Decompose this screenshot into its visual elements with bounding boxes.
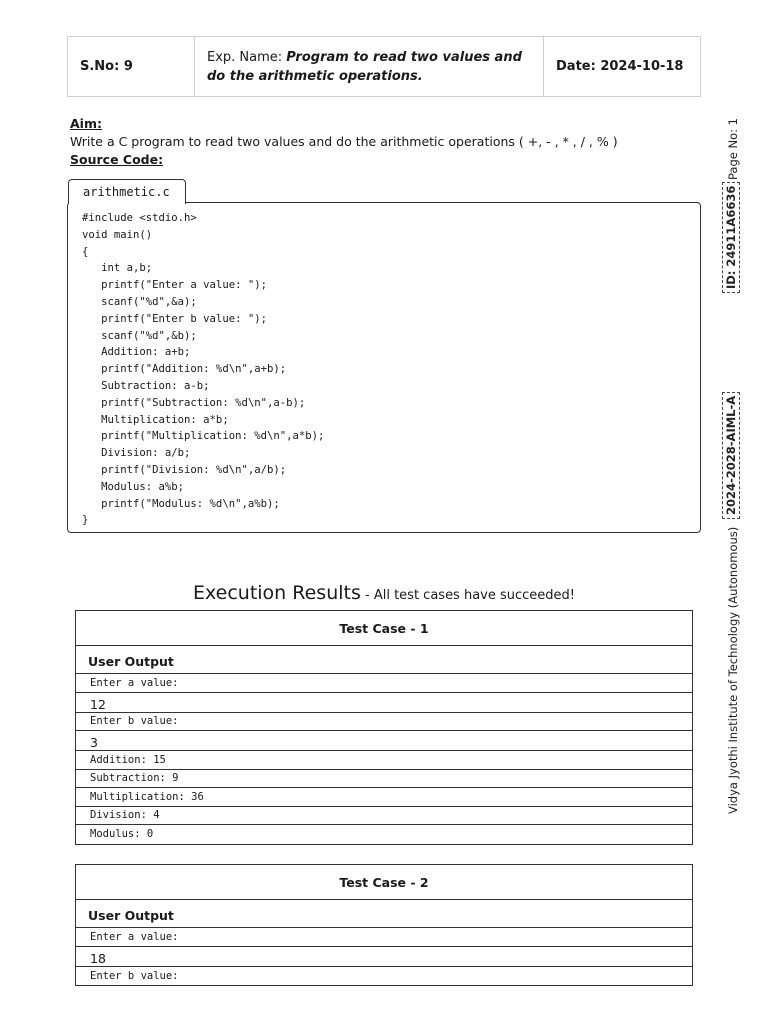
user-input-row: 12 [76,693,692,713]
code-line: printf("Enter b value: "); [82,312,267,325]
output-line-row: Division: 4 [76,807,692,826]
aim-heading: Aim: [70,116,102,131]
experiment-date: Date: 2024-10-18 [556,59,684,74]
code-line: printf("Addition: %d\n",a+b); [82,363,287,376]
execution-title: Execution Results [192,582,361,604]
output-line-row: Subtraction: 9 [76,770,692,789]
page-number: Page No: 1 [726,118,740,180]
code-line: Modulus: a%b; [82,480,185,493]
experiment-name [195,37,544,96]
code-line: #include <stdio.h> [82,212,197,224]
test-case-2 [75,864,693,986]
code-line: Subtraction: a-b; [82,379,210,392]
experiment-header [67,36,701,97]
execution-subtitle: - All test cases have succeeded! [360,588,576,603]
user-output-label: User Output [76,900,692,928]
test-case-label: Test Case - 2 [76,865,692,900]
code-line: int a,b; [82,262,153,275]
code-file-tab[interactable]: arithmetic.c [68,179,186,204]
code-line: printf("Enter a value: "); [82,279,267,292]
student-id: ID: 24911A6636 [722,182,740,293]
aim-section [70,115,710,169]
code-line: Multiplication: a*b; [82,413,229,426]
aim-text: Write a C program to read two values and do the arithmetic operations ( +, - , * , / , % ) [70,134,618,149]
code-line: scanf("%d",&a); [82,295,197,308]
code-line: Division: a/b; [82,447,191,460]
institute-name: Vidya Jyothi Institute of Technology (Autonomous) [726,526,740,814]
source-code [82,210,324,529]
user-input-row: 18 [76,947,692,967]
output-line-row: Addition: 15 [76,751,692,770]
code-line: Addition: a+b; [82,346,191,359]
output-rows [76,674,692,844]
output-line-row: Enter b value: [90,969,179,982]
output-line-row: Enter a value: [76,674,692,693]
output-rows [76,928,692,985]
user-output-label: User Output [76,646,692,674]
batch-label: 2024-2028-AIML-A [722,392,740,519]
test-case-1 [75,610,693,845]
code-line: { [82,245,89,258]
experiment-title: Program to read two values and do the arithmetic operations. [207,49,522,84]
user-input-row: 3 [76,731,692,751]
code-line: printf("Subtraction: %d\n",a-b); [82,396,306,409]
code-line: printf("Modulus: %d\n",a%b); [82,497,280,510]
code-line: printf("Division: %d\n",a/b); [82,463,287,476]
output-line-row: Multiplication: 36 [76,788,692,807]
test-case-label: Test Case - 1 [76,611,692,646]
code-line: scanf("%d",&b); [82,329,197,342]
code-line: } [82,514,89,527]
code-line: void main() [82,228,153,241]
source-code-heading: Source Code: [70,152,164,167]
output-line-row: Modulus: 0 [90,828,154,841]
experiment-name-prefix: Exp. Name: [207,49,287,65]
serial-number: S.No: 9 [68,37,195,96]
execution-results-title [0,582,768,604]
output-line-row: Enter a value: [76,928,692,947]
code-line: printf("Multiplication: %d\n",a*b); [82,430,325,443]
output-line-row: Enter b value: [76,713,692,732]
